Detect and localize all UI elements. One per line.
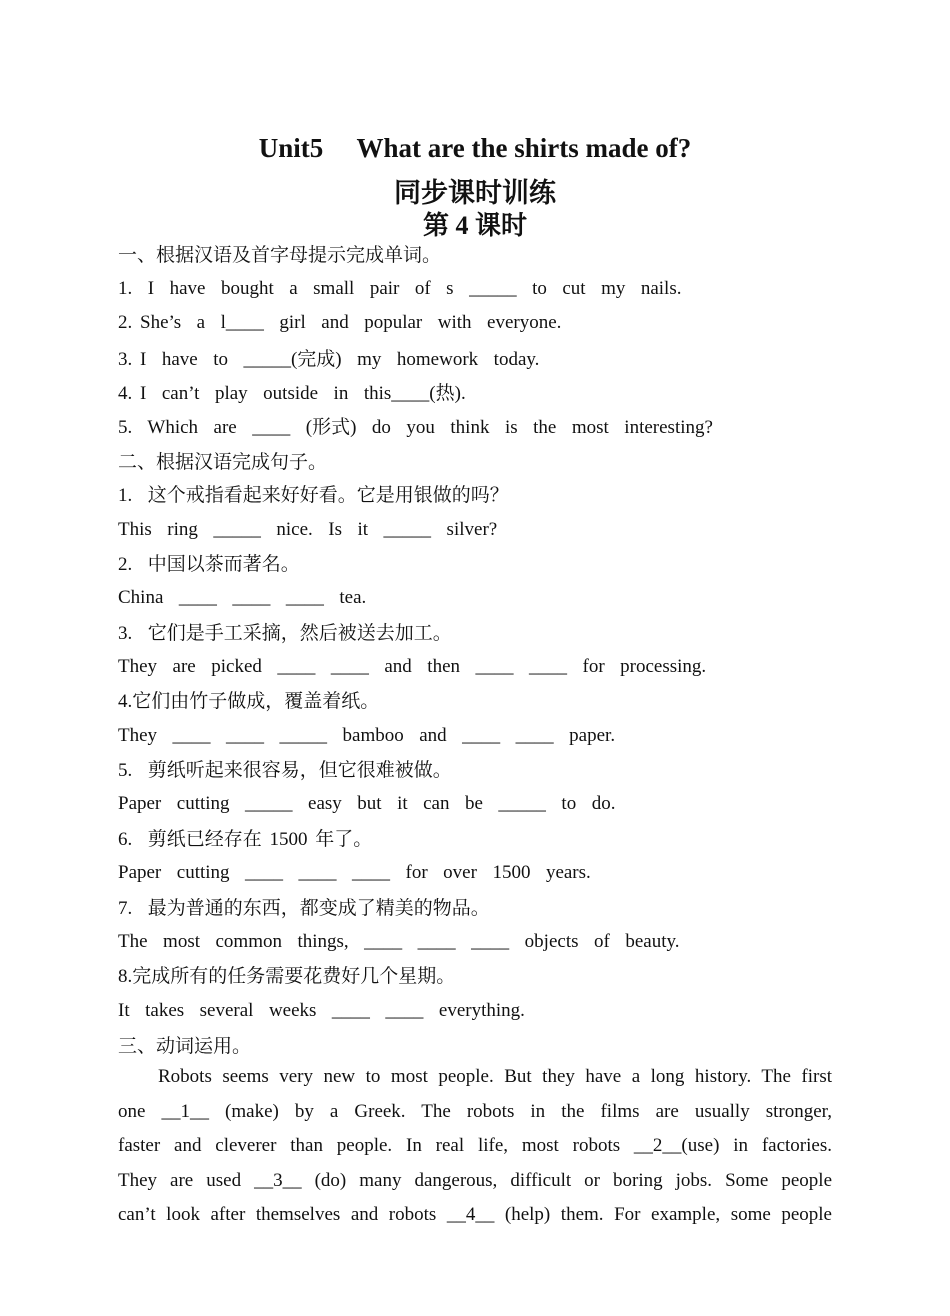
passage-line-5: can’t look after themselves and robots __4__ (help) them. For example, some people [118, 1204, 832, 1225]
passage-line-1: Robots seems very new to most people. But they have a long history. The first [158, 1066, 832, 1087]
section2-item-5-en: Paper cutting _____ easy but it can be _____ to do. [118, 793, 616, 814]
section1-heading: 一、根据汉语及首字母提示完成单词。 [118, 245, 442, 266]
section1-item-3: 3. I have to _____(完成) my homework today. [118, 349, 540, 370]
section2-item-6-cn: 6. 剪纸已经存在 1500 年了。 [118, 829, 373, 850]
section2-item-5-cn: 5. 剪纸听起来很容易，但它很难被做。 [118, 760, 452, 781]
section2-item-1-cn: 1. 这个戒指看起来好好看。它是用银做的吗？ [118, 485, 509, 506]
section2-item-1-en: This ring _____ nice. Is it _____ silver? [118, 519, 498, 540]
section2-heading: 二、根据汉语完成句子。 [118, 452, 328, 473]
section2-item-2-cn: 2. 中国以茶而著名。 [118, 554, 300, 575]
section2-item-7-en: The most common things, ____ ____ ____ objects of beauty. [118, 931, 680, 952]
section1-item-1: 1. I have bought a small pair of s _____ to cut my nails. [118, 278, 682, 299]
page-title: Unit5 What are the shirts made of? [258, 133, 692, 163]
section2-item-3-en: They are picked ____ ____ and then ____ ____ for processing. [118, 656, 707, 677]
section2-item-4-cn: 4.它们由竹子做成，覆盖着纸。 [118, 691, 380, 712]
section1-item-2: 2. She’s a l____ girl and popular with everyone. [118, 312, 562, 333]
section3-heading: 三、动词运用。 [118, 1036, 252, 1057]
section2-item-8-en: It takes several weeks ____ ____ everything. [118, 1000, 525, 1021]
passage-line-3: faster and cleverer than people. In real life, most robots __2__(use) in factories. [118, 1135, 832, 1156]
section2-item-4-en: They ____ ____ _____ bamboo and ____ ____ paper. [118, 725, 616, 746]
passage-line-4: They are used __3__ (do) many dangerous, difficult or boring jobs. Some people [118, 1170, 832, 1191]
section2-item-3-cn: 3. 它们是手工采摘，然后被送去加工。 [118, 623, 452, 644]
section2-item-8-cn: 8.完成所有的任务需要花费好几个星期。 [118, 966, 456, 987]
section2-item-6-en: Paper cutting ____ ____ ____ for over 1500 years. [118, 862, 591, 883]
section2-item-7-cn: 7. 最为普通的东西，都变成了精美的物品。 [118, 898, 490, 919]
page-subtitle: 同步课时训练 [394, 178, 556, 208]
section2-item-2-en: China ____ ____ ____ tea. [118, 587, 367, 608]
section1-item-4: 4. I can’t play outside in this____(热). [118, 383, 466, 404]
passage-line-2: one __1__ (make) by a Greek. The robots in the films are usually stronger, [118, 1101, 832, 1122]
section1-item-5: 5. Which are ____ (形式) do you think is the most interesting? [118, 417, 713, 438]
lesson-label: 第 4 课时 [422, 211, 527, 240]
